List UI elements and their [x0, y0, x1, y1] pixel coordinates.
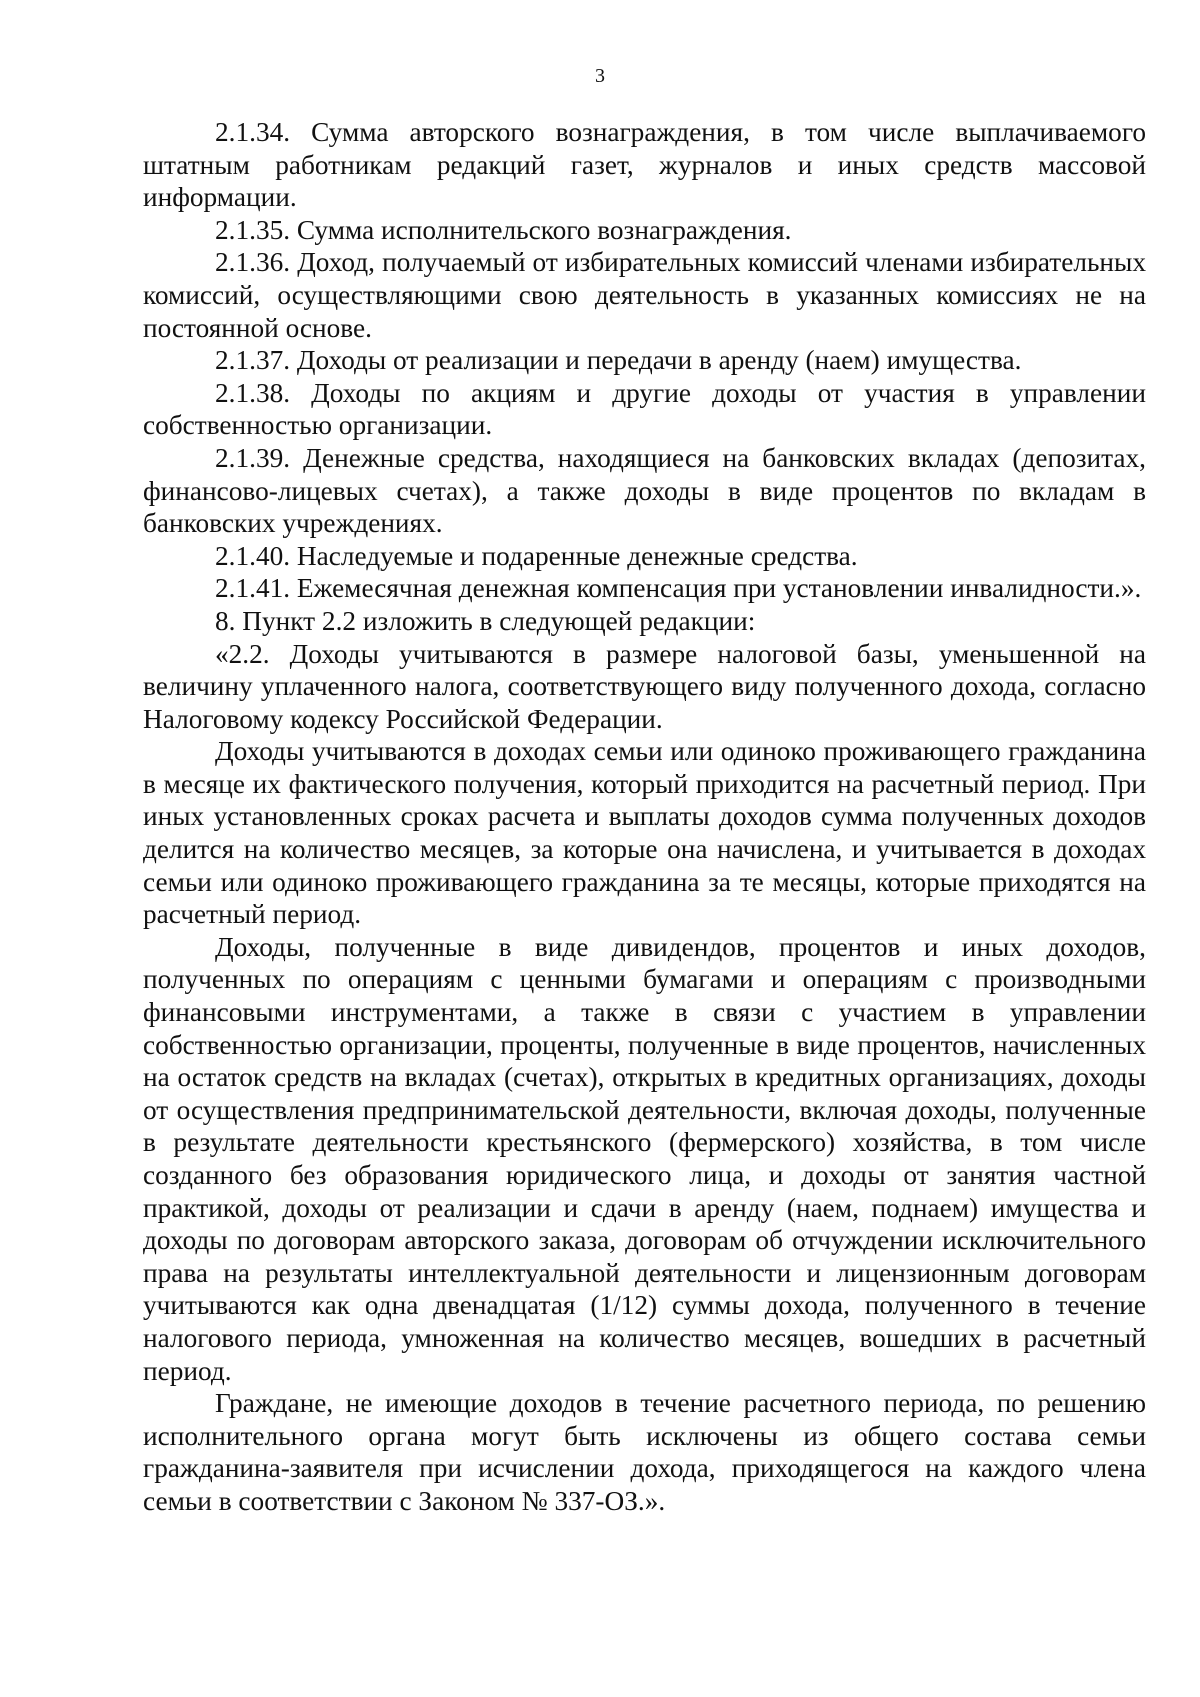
- paragraph-2-1-37: 2.1.37. Доходы от реализации и передачи в аренду (наем) имущества.: [215, 345, 1022, 376]
- paragraph-2-1-35: 2.1.35. Сумма исполнительского вознаграждения.: [215, 214, 792, 245]
- paragraph-2-1-36: 2.1.36. Доход, получаемый от избирательных комиссий членами избирательных комиссий, осуществляющими свою деятельность в указанных комиссиях не на постоянной основе.: [143, 247, 1146, 343]
- paragraph-2-2-intro: «2.2. Доходы учитываются в размере налоговой базы, уменьшенной на величину уплаченного налога, соответствующего виду полученного дохода, согласно Налоговому кодексу Российской Федерации.: [143, 638, 1146, 734]
- paragraph-2-1-40: 2.1.40. Наследуемые и подаренные денежные средства.: [215, 540, 858, 571]
- paragraph-2-1-34: 2.1.34. Сумма авторского вознаграждения, в том числе выплачиваемого штатным работникам редакций газет, журналов и иных средств массовой информации.: [143, 117, 1146, 213]
- paragraph-item-8: 8. Пункт 2.2 изложить в следующей редакции:: [215, 605, 756, 636]
- page-number: 3: [595, 65, 605, 87]
- paragraph-citizens-without-income: Граждане, не имеющие доходов в течение расчетного периода, по решению исполнительного органа могут быть исключены из общего состава семьи гражданина-заявителя при исчислении дохода, приходящегося на каждого члена семьи в соответствии с Законом № 337-ОЗ.».: [143, 1388, 1146, 1516]
- paragraph-2-1-41: 2.1.41. Ежемесячная денежная компенсация при установлении инвалидности.».: [215, 573, 1142, 604]
- paragraph-income-accounting: Доходы учитываются в доходах семьи или одиноко проживающего гражданина в месяце их фактического получения, который приходится на расчетный период. При иных установленных сроках расчета и выплаты доходов сумма полученных доходов делится на количество месяцев, за которые она начислена, и учитывается в доходах семьи или одиноко проживающего гражданина за те месяцы, которые приходятся на расчетный период.: [143, 736, 1146, 930]
- document-body: [143, 116, 1146, 1518]
- paragraph-2-1-39: 2.1.39. Денежные средства, находящиеся на банковских вкладах (депозитах, финансово-лицевых счетах), а также доходы в виде процентов по вкладам в банковских учреждениях.: [143, 442, 1146, 539]
- paragraph-2-1-38: 2.1.38. Доходы по акциям и другие доходы от участия в управлении собственностью организации.: [143, 377, 1146, 441]
- paragraph-dividends-income: Доходы, полученные в виде дивидендов, процентов и иных доходов, полученных по операциям с ценными бумагами и операциям с производными финансовыми инструментами, а также в связи с участием в управлении собственностью организации, проценты, полученные в виде процентов, начисленных на остаток средств на вкладах (счетах), открытых в кредитных организациях, доходы от осуществления предпринимательской деятельности, включая доходы, полученные в результате деятельности крестьянского (фермерского) хозяйства, в том числе созданного без образования юридического лица, и доходы от занятия частной практикой, доходы от реализации и сдачи в аренду (наем, поднаем) имущества и доходы по договорам авторского заказа, договорам об отчуждении исключительного права на результаты интеллектуальной деятельности и лицензионным договорам учитываются как одна двенадцатая (1/12) суммы дохода, полученного в течение налогового периода, умноженная на количество месяцев, вошедших в расчетный период.: [143, 931, 1146, 1386]
